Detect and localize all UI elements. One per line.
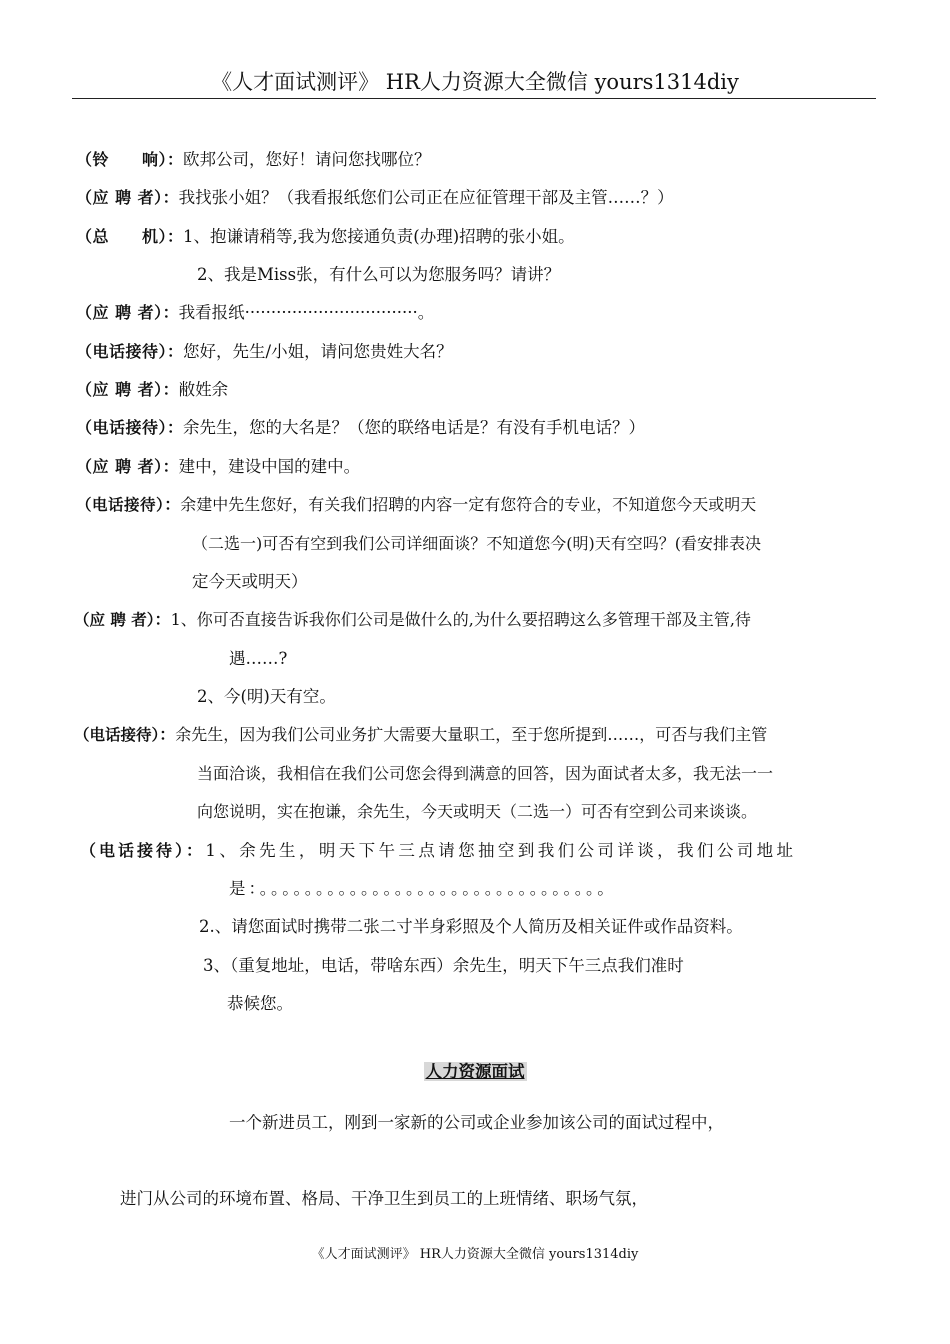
- speaker-colon: ：: [162, 303, 179, 322]
- speaker-colon: ：: [167, 227, 184, 246]
- dialogue-line: [76, 186, 674, 210]
- dialogue-text: 建中，建设中国的建中。: [178, 457, 361, 476]
- dialogue-line: [74, 608, 751, 632]
- dialogue-continuation: 恭候您。: [227, 994, 293, 1013]
- dialogue-continuation: 2、我是Miss张，有什么可以为您服务吗？请讲？: [197, 265, 561, 284]
- section-paragraph: 进门从公司的环境布置、格局、干净卫生到员工的上班情绪、职场气氛，: [120, 1189, 648, 1208]
- dialogue-line: [76, 378, 228, 402]
- dialogue-text: 余建中先生您好，有关我们招聘的内容一定有您符合的专业，不知道您今天或明天: [180, 495, 757, 514]
- dialogue-text: 敝姓余: [178, 380, 229, 399]
- page-footer: 《人才面试测评》 HR人力资源大全微信 yours1314diy: [311, 1247, 639, 1262]
- speaker-colon: ：: [167, 418, 184, 437]
- speaker-label: （电话接待）: [76, 496, 165, 514]
- speaker-colon: ：: [186, 841, 206, 860]
- speaker-label: （应 聘 者）: [76, 457, 163, 476]
- speaker-colon: ：: [167, 150, 184, 169]
- dialogue-line: [76, 455, 360, 479]
- speaker-colon: ：: [162, 457, 179, 476]
- dialogue-text: 1、抱谦请稍等,我为您接通负责(办理)招聘的张小姐。: [183, 227, 575, 246]
- section-title: 人力资源面试: [425, 1062, 525, 1081]
- page-header-title: 《人才面试测评》 HR人力资源大全微信 yours1314diy: [211, 70, 739, 94]
- speaker-colon: ：: [154, 610, 171, 629]
- dialogue-continuation: 定今天或明天）: [192, 572, 308, 591]
- speaker-label: （应 聘 者）: [76, 303, 163, 322]
- speaker-label: （电话接待）: [74, 726, 160, 744]
- dialogue-continuation: 当面洽谈，我相信在我们公司您会得到满意的回答，因为面试者太多，我无法一一: [197, 764, 774, 783]
- section-paragraph: 一个新进员工，刚到一家新的公司或企业参加该公司的面试过程中，: [229, 1113, 724, 1132]
- speaker-label: （电话接待）: [76, 418, 168, 437]
- dialogue-line: [76, 416, 645, 440]
- dialogue-line: [76, 225, 575, 249]
- dialogue-continuation: 遇……?: [229, 649, 288, 668]
- speaker-colon: ：: [167, 342, 184, 361]
- dialogue-text: 1、余先生，明天下午三点请您抽空到我们公司详谈，我们公司地址: [205, 841, 797, 860]
- speaker-label: （应 聘 者）: [76, 188, 163, 207]
- dialogue-continuation: 3、（重复地址，电话，带啥东西）余先生，明天下午三点我们准时: [203, 956, 684, 975]
- dialogue-line: [80, 839, 796, 863]
- speaker-label: （铃 响）: [76, 150, 168, 169]
- dialogue-line: [76, 340, 453, 364]
- dialogue-continuation: （二选一)可否有空到我们公司详细面谈？不知道您今(明)天有空吗？(看安排表决: [192, 534, 761, 553]
- dialogue-continuation: 向您说明，实在抱谦，余先生，今天或明天（二选一）可否有空到公司来谈谈。: [197, 802, 758, 821]
- dialogue-text: 余先生，因为我们公司业务扩大需要大量职工，至于您所提到……，可否与我们主管: [175, 725, 768, 744]
- dialogue-text: 我看报纸·································。: [178, 303, 435, 322]
- header-divider: [72, 98, 876, 99]
- speaker-colon: ：: [162, 380, 179, 399]
- dialogue-text: 余先生，您的大名是？（您的联络电话是？有没有手机电话？）: [183, 418, 646, 437]
- dialogue-continuation: 2、今(明)天有空。: [197, 687, 336, 706]
- dialogue-text: 您好，先生/小姐，请问您贵姓大名？: [183, 342, 453, 361]
- dialogue-text: 欧邦公司，您好！请问您找哪位？: [183, 150, 431, 169]
- speaker-colon: ：: [164, 495, 181, 514]
- speaker-colon: ：: [159, 725, 176, 744]
- dialogue-line: [76, 493, 756, 517]
- dialogue-continuation: 2.、请您面试时携带二张二寸半身彩照及个人简历及相关证件或作品资料。: [199, 917, 743, 936]
- dialogue-text: 1、你可否直接告诉我你们公司是做什么的,为什么要招聘这么多管理干部及主管,待: [170, 610, 751, 629]
- dialogue-text: 我找张小姐？（我看报纸您们公司正在应征管理干部及主管……？）: [178, 188, 674, 207]
- dialogue-line: [74, 723, 767, 747]
- speaker-label: （应 聘 者）: [74, 611, 155, 629]
- speaker-label: （电话接待）: [76, 342, 168, 361]
- dialogue-line: [76, 301, 434, 325]
- dialogue-continuation: 是：。。。。。。。。。。。。。。。。。。。。。。。。。。。。。。。: [229, 879, 617, 898]
- speaker-label: （总 机）: [76, 227, 168, 246]
- speaker-label: （应 聘 者）: [76, 380, 163, 399]
- speaker-colon: ：: [162, 188, 179, 207]
- speaker-label: （电话接待）: [80, 841, 187, 860]
- dialogue-line: [76, 148, 431, 172]
